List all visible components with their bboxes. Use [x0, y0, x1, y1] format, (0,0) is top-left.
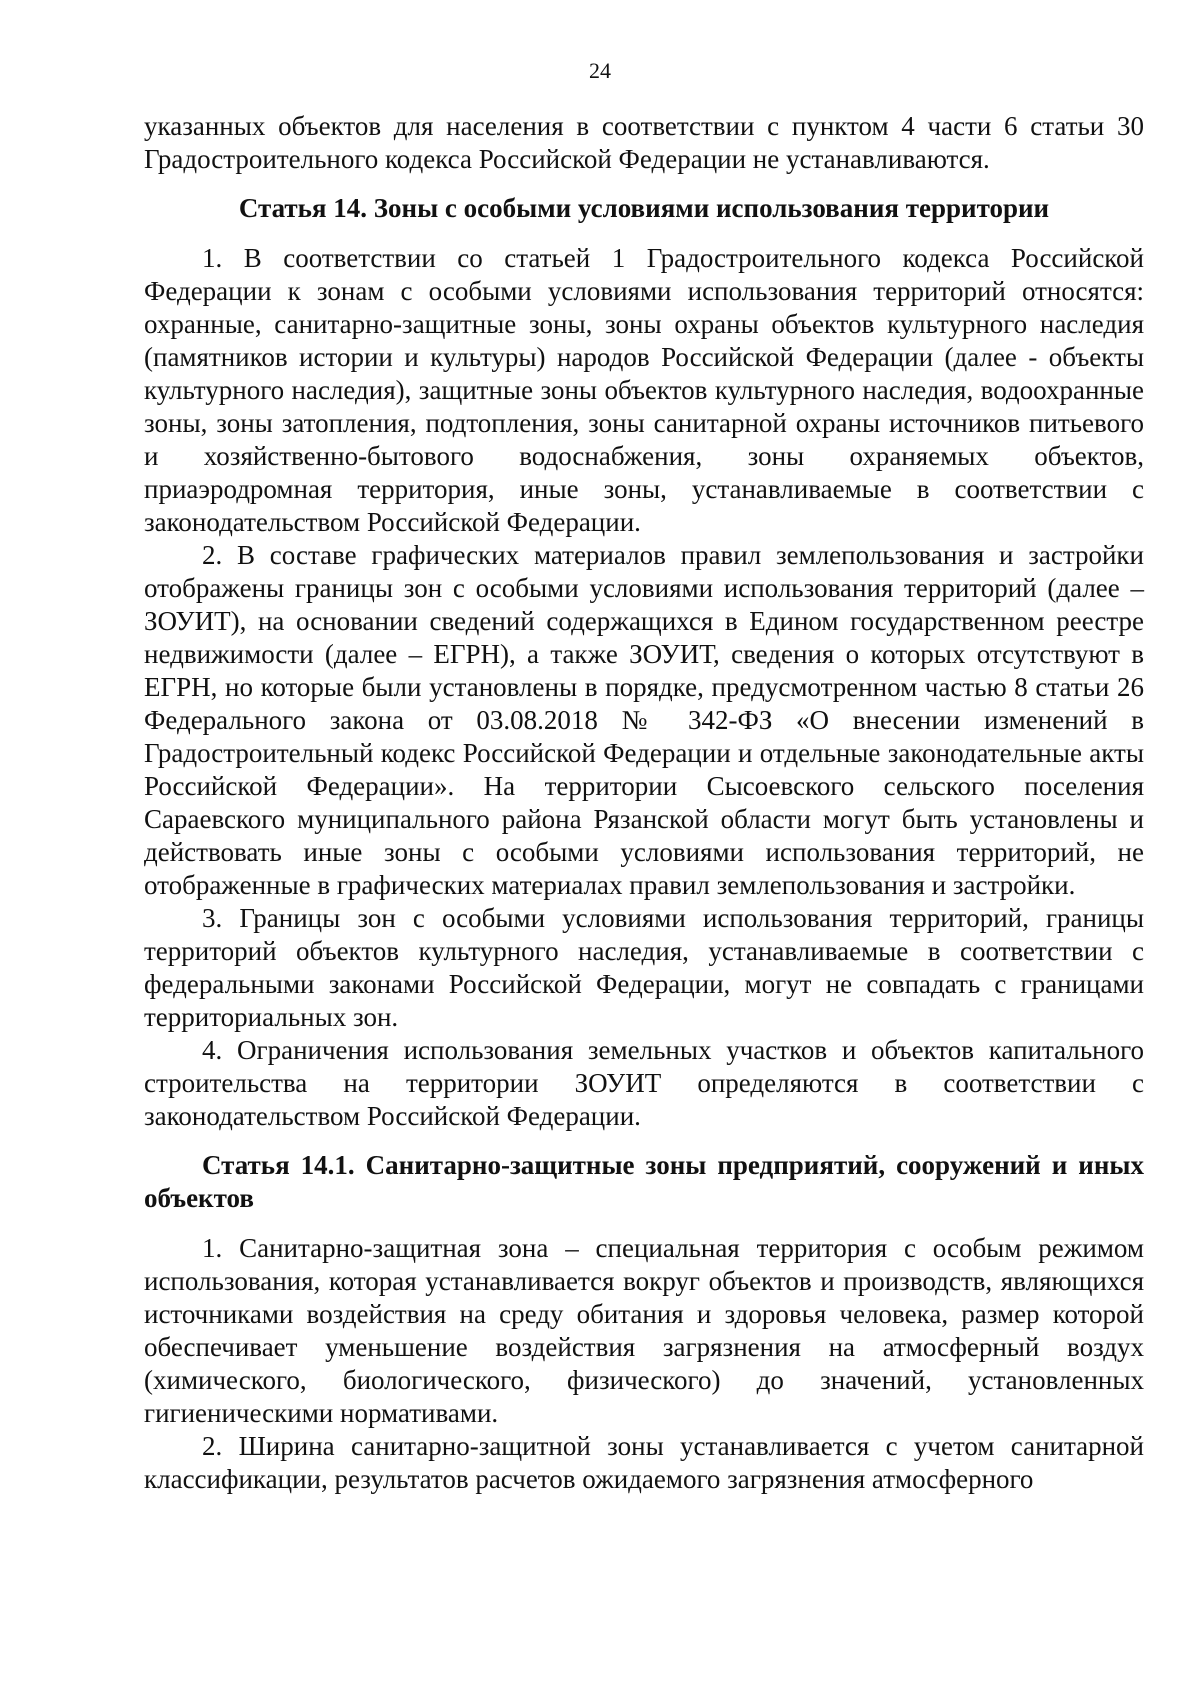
article-14-1-paragraph-2: 2. Ширина санитарно-защитной зоны устанавливается с учетом санитарной классификации, результатов расчетов ожидаемого загрязнения атмосферного [144, 1431, 1144, 1494]
article-14-paragraph-1: 1. В соответствии со статьей 1 Градостроительного кодекса Российской Федерации к зонам с особыми условиями использования территорий относятся: охранные, санитарно-защитные зоны, зоны охраны объектов культурного наследия (памятников истории и культуры) народов Российской Федерации (далее - объекты культурного наследия), защитные зоны объектов культурного наследия, водоохранные зоны, зоны затопления, подтопления, зоны санитарной охраны источников питьевого и хозяйственно-бытового водоснабжения, зоны охраняемых объектов, приаэродромная территория, иные зоны, устанавливаемые в соответствии с законодательством Российской Федерации. [144, 243, 1144, 537]
article-14-paragraph-4: 4. Ограничения использования земельных участков и объектов капитального строительства на территории ЗОУИТ определяются в соответствии с законодательством Российской Федерации. [144, 1035, 1144, 1131]
article-14-1-title: Статья 14.1. Санитарно-защитные зоны предприятий, сооружений и иных объектов [144, 1150, 1144, 1213]
article-14-title: Статья 14. Зоны с особыми условиями использования территории [238, 193, 1050, 223]
article-14-1-paragraph-1: 1. Санитарно-защитная зона – специальная территория с особым режимом использования, которая устанавливается вокруг объектов и производств, являющихся источниками воздействия на среду обитания и здоровья человека, размер которой обеспечивает уменьшение воздействия загрязнения на атмосферный воздух (химического, биологического, физического) до значений, установленных гигиеническими нормативами. [144, 1233, 1144, 1428]
page-number: 24 [589, 58, 611, 83]
document-body [144, 110, 1144, 1496]
article-14-paragraph-3: 3. Границы зон с особыми условиями использования территорий, границы территорий объектов культурного наследия, устанавливаемые в соответствии с федеральными законами Российской Федерации, могут не совпадать с границами территориальных зон. [144, 903, 1144, 1032]
intro-paragraph: указанных объектов для населения в соответствии с пунктом 4 части 6 статьи 30 Градостроительного кодекса Российской Федерации не устанавливаются. [144, 111, 1144, 174]
article-14-paragraph-2: 2. В составе графических материалов правил землепользования и застройки отображены границы зон с особыми условиями использования территорий (далее – ЗОУИТ), на основании сведений содержащихся в Едином государственном реестре недвижимости (далее – ЕГРН), а также ЗОУИТ, сведения о которых отсутствуют в ЕГРН, но которые были установлены в порядке, предусмотренном частью 8 статьи 26 Федерального закона от 03.08.2018 № 342-ФЗ «О внесении изменений в Градостроительный кодекс Российской Федерации и отдельные законодательные акты Российской Федерации». На территории Сысоевского сельского поселения Сараевского муниципального района Рязанской области могут быть установлены и действовать иные зоны с особыми условиями использования территорий, не отображенные в графических материалах правил землепользования и застройки. [144, 540, 1144, 900]
